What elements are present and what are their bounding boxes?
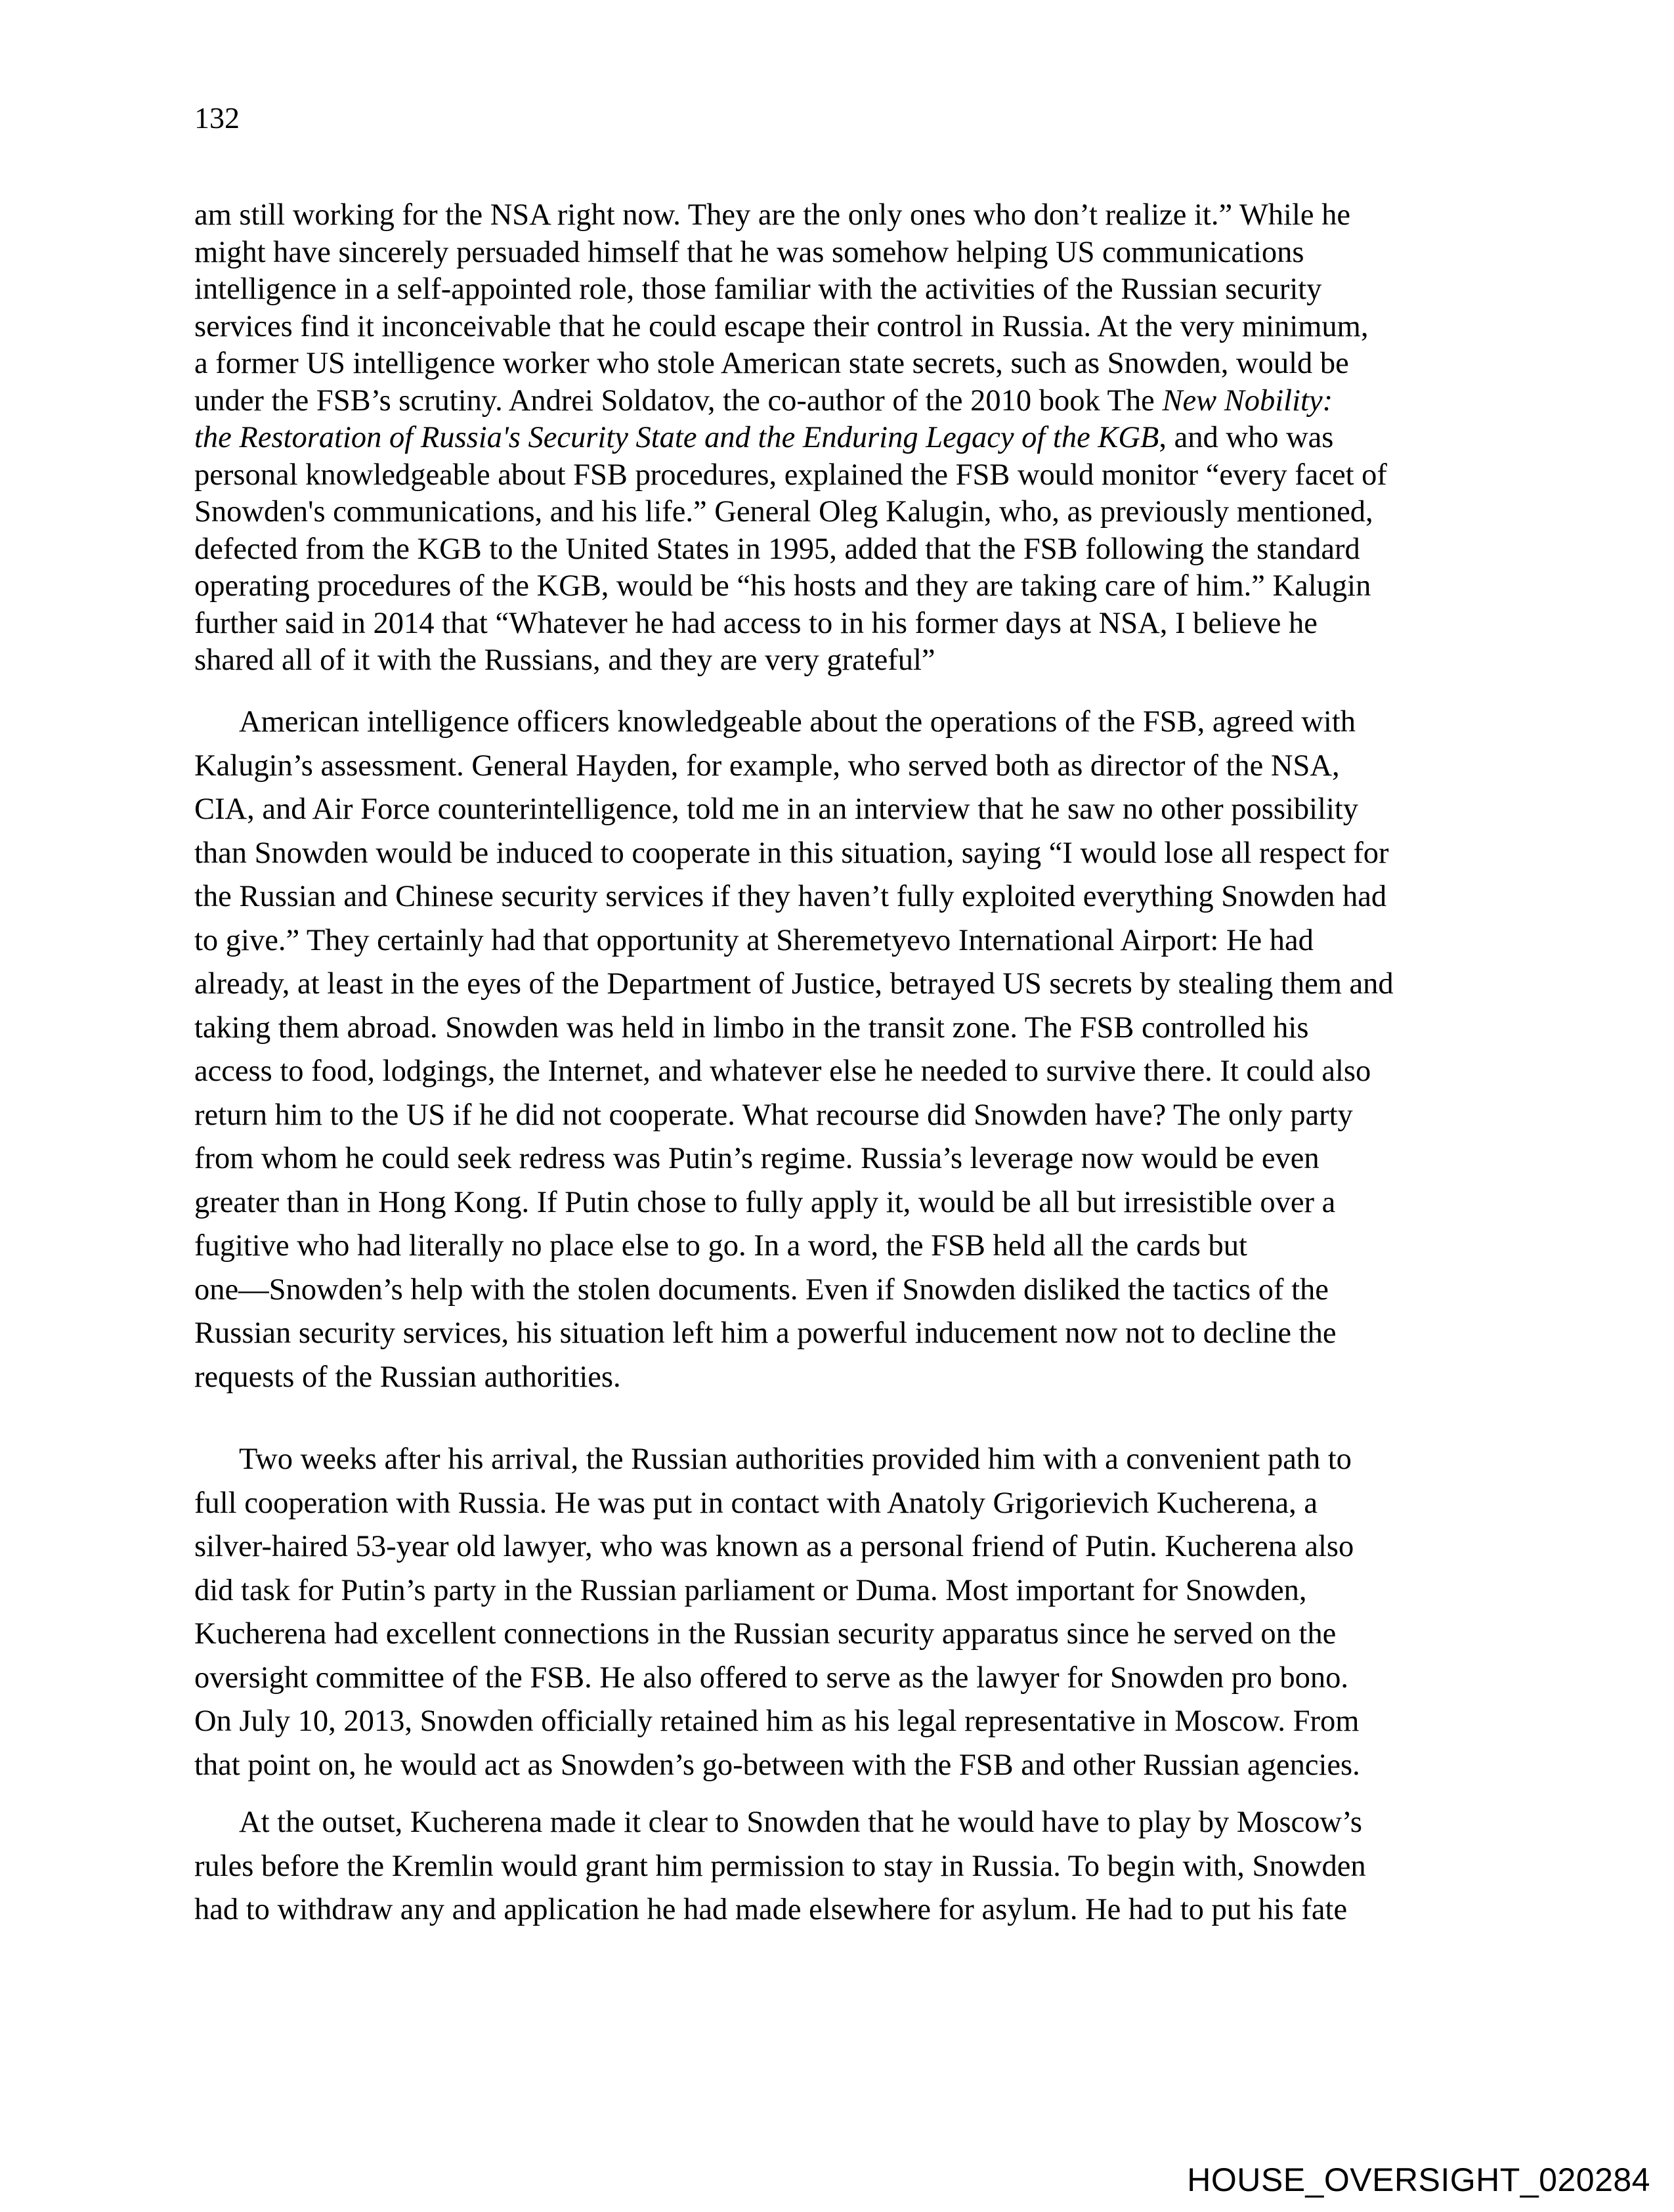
text-line	[194, 383, 1481, 420]
text-line: defected from the KGB to the United States in 1995, added that the FSB following the standard	[194, 532, 1360, 566]
text-line: Snowden's communications, and his life.” General Oleg Kalugin, who, as previously mentioned,	[194, 495, 1373, 529]
paragraph-2	[194, 701, 1481, 1399]
text-line: than Snowden would be induced to cooperate in this situation, saying “I would lose all respect for	[194, 836, 1389, 870]
text-line: did task for Putin’s party in the Russian parliament or Duma. Most important for Snowden,	[194, 1573, 1307, 1607]
text-run: under the FSB’s scrutiny. Andrei Soldatov, the co-author of the 2010 book The	[194, 383, 1163, 418]
text-line	[194, 420, 1481, 457]
text-line: am still working for the NSA right now. They are the only ones who don’t realize it.” While he	[194, 198, 1351, 232]
text-line: Kalugin’s assessment. General Hayden, for example, who served both as director of the NSA,	[194, 748, 1340, 783]
text-line: might have sincerely persuaded himself that he was somehow helping US communications	[194, 235, 1304, 269]
text-line: Two weeks after his arrival, the Russian authorities provided him with a convenient path to	[239, 1442, 1352, 1476]
text-line: Russian security services, his situation left him a powerful inducement now not to decline the	[194, 1316, 1337, 1350]
text-line: taking them abroad. Snowden was held in limbo in the transit zone. The FSB controlled his	[194, 1010, 1309, 1045]
book-title-italic: New Nobility:	[1162, 383, 1333, 418]
text-line: return him to the US if he did not cooperate. What recourse did Snowden have? The only party	[194, 1098, 1353, 1132]
text-line: On July 10, 2013, Snowden officially retained him as his legal representative in Moscow. From	[194, 1704, 1360, 1738]
text-line: At the outset, Kucherena made it clear to Snowden that he would have to play by Moscow’s	[239, 1806, 1363, 1839]
text-line: a former US intelligence worker who stole American state secrets, such as Snowden, would be	[194, 347, 1349, 380]
text-line: operating procedures of the KGB, would be “his hosts and they are taking care of him.” Kalugin	[194, 569, 1371, 603]
paragraph-3	[194, 1438, 1481, 1787]
text-line: access to food, lodgings, the Internet, and whatever else he needed to survive there. It could also	[194, 1054, 1371, 1088]
text-line: intelligence in a self-appointed role, those familiar with the activities of the Russian security	[194, 272, 1322, 306]
text-line: fugitive who had literally no place else to go. In a word, the FSB held all the cards but	[194, 1229, 1247, 1263]
text-line: had to withdraw any and application he had made elsewhere for asylum. He had to put his fate	[194, 1893, 1348, 1926]
text-line: requests of the Russian authorities.	[194, 1360, 621, 1394]
page-number: 132	[194, 101, 240, 135]
text-line: greater than in Hong Kong. If Putin chose to fully apply it, would be all but irresistible over a	[194, 1185, 1336, 1219]
text-line: that point on, he would act as Snowden’s go-between with the FSB and other Russian agencies.	[194, 1748, 1360, 1782]
text-line: silver-haired 53-year old lawyer, who was known as a personal friend of Putin. Kucherena also	[194, 1530, 1354, 1563]
text-line: American intelligence officers knowledgeable about the operations of the FSB, agreed with	[239, 705, 1356, 739]
text-line: Kucherena had excellent connections in the Russian security apparatus since he served on the	[194, 1617, 1337, 1651]
text-line: further said in 2014 that “Whatever he had access to in his former days at NSA, I believe he	[194, 606, 1318, 640]
text-line: the Russian and Chinese security services if they haven’t fully exploited everything Snowden had	[194, 880, 1387, 913]
text-line: full cooperation with Russia. He was put in contact with Anatoly Grigorievich Kucherena, a	[194, 1486, 1318, 1520]
book-title-italic: the Restoration of Russia's Security State and the Enduring Legacy of the KGB	[194, 421, 1159, 454]
text-line: already, at least in the eyes of the Department of Justice, betrayed US secrets by stealing them and	[194, 967, 1394, 1001]
text-line: shared all of it with the Russians, and they are very grateful”	[194, 643, 935, 677]
bates-stamp: HOUSE_OVERSIGHT_020284	[1187, 2161, 1650, 2198]
text-run: , and who was	[1159, 421, 1334, 454]
paragraph-4	[194, 1801, 1481, 1932]
text-line: one—Snowden’s help with the stolen documents. Even if Snowden disliked the tactics of the	[194, 1272, 1329, 1307]
text-line: oversight committee of the FSB. He also offered to serve as the lawyer for Snowden pro bono.	[194, 1660, 1348, 1695]
text-line: services find it inconceivable that he could escape their control in Russia. At the very minimum,	[194, 309, 1369, 343]
paragraph-1	[194, 197, 1481, 680]
text-line: rules before the Kremlin would grant him permission to stay in Russia. To begin with, Snowden	[194, 1849, 1366, 1883]
text-line: to give.” They certainly had that opportunity at Sheremetyevo International Airport: He had	[194, 923, 1314, 957]
text-line: from whom he could seek redress was Putin’s regime. Russia’s leverage now would be even	[194, 1142, 1320, 1175]
text-line: CIA, and Air Force counterintelligence, told me in an interview that he saw no other possibility	[194, 792, 1359, 826]
text-line: personal knowledgeable about FSB procedures, explained the FSB would monitor “every facet of	[194, 458, 1387, 492]
